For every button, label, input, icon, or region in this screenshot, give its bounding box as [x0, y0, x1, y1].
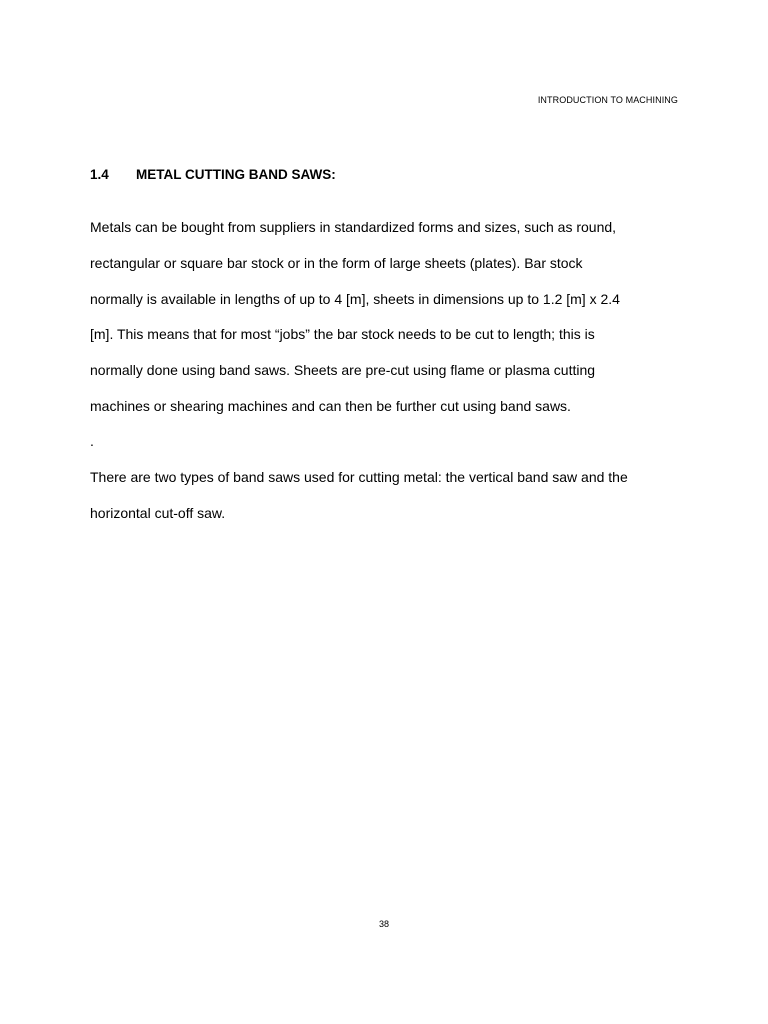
text-line: rectangular or square bar stock or in the form of large sheets (plates). Bar stock — [90, 254, 583, 271]
text-line: [m]. This means that for most “jobs” the bar stock needs to be cut to length; this is — [90, 326, 595, 343]
paragraph-separator — [90, 424, 690, 460]
section-heading — [90, 166, 336, 184]
page-number: 38 — [378, 919, 389, 929]
text-line: normally is available in lengths of up to 4 [m], sheets in dimensions up to 1.2 [m] x 2.4 — [90, 290, 620, 307]
text-line: horizontal cut-off saw. — [90, 504, 226, 521]
text-line: There are two types of band saws used for cutting metal: the vertical band saw and the — [90, 469, 628, 485]
text-line: machines or shearing machines and can then be further cut using band saws. — [90, 397, 571, 414]
text-line: . — [90, 433, 94, 449]
running-header: INTRODUCTION TO MACHINING — [537, 95, 678, 105]
paragraph-band-saw-types — [90, 460, 690, 532]
paragraph-intro — [90, 210, 690, 425]
section-number: 1.4 — [90, 167, 109, 182]
text-line: normally done using band saws. Sheets are pre-cut using flame or plasma cutting — [90, 362, 596, 379]
section-title: METAL CUTTING BAND SAWS: — [136, 167, 336, 182]
text-line: Metals can be bought from suppliers in standardized forms and sizes, such as round, — [90, 219, 617, 235]
